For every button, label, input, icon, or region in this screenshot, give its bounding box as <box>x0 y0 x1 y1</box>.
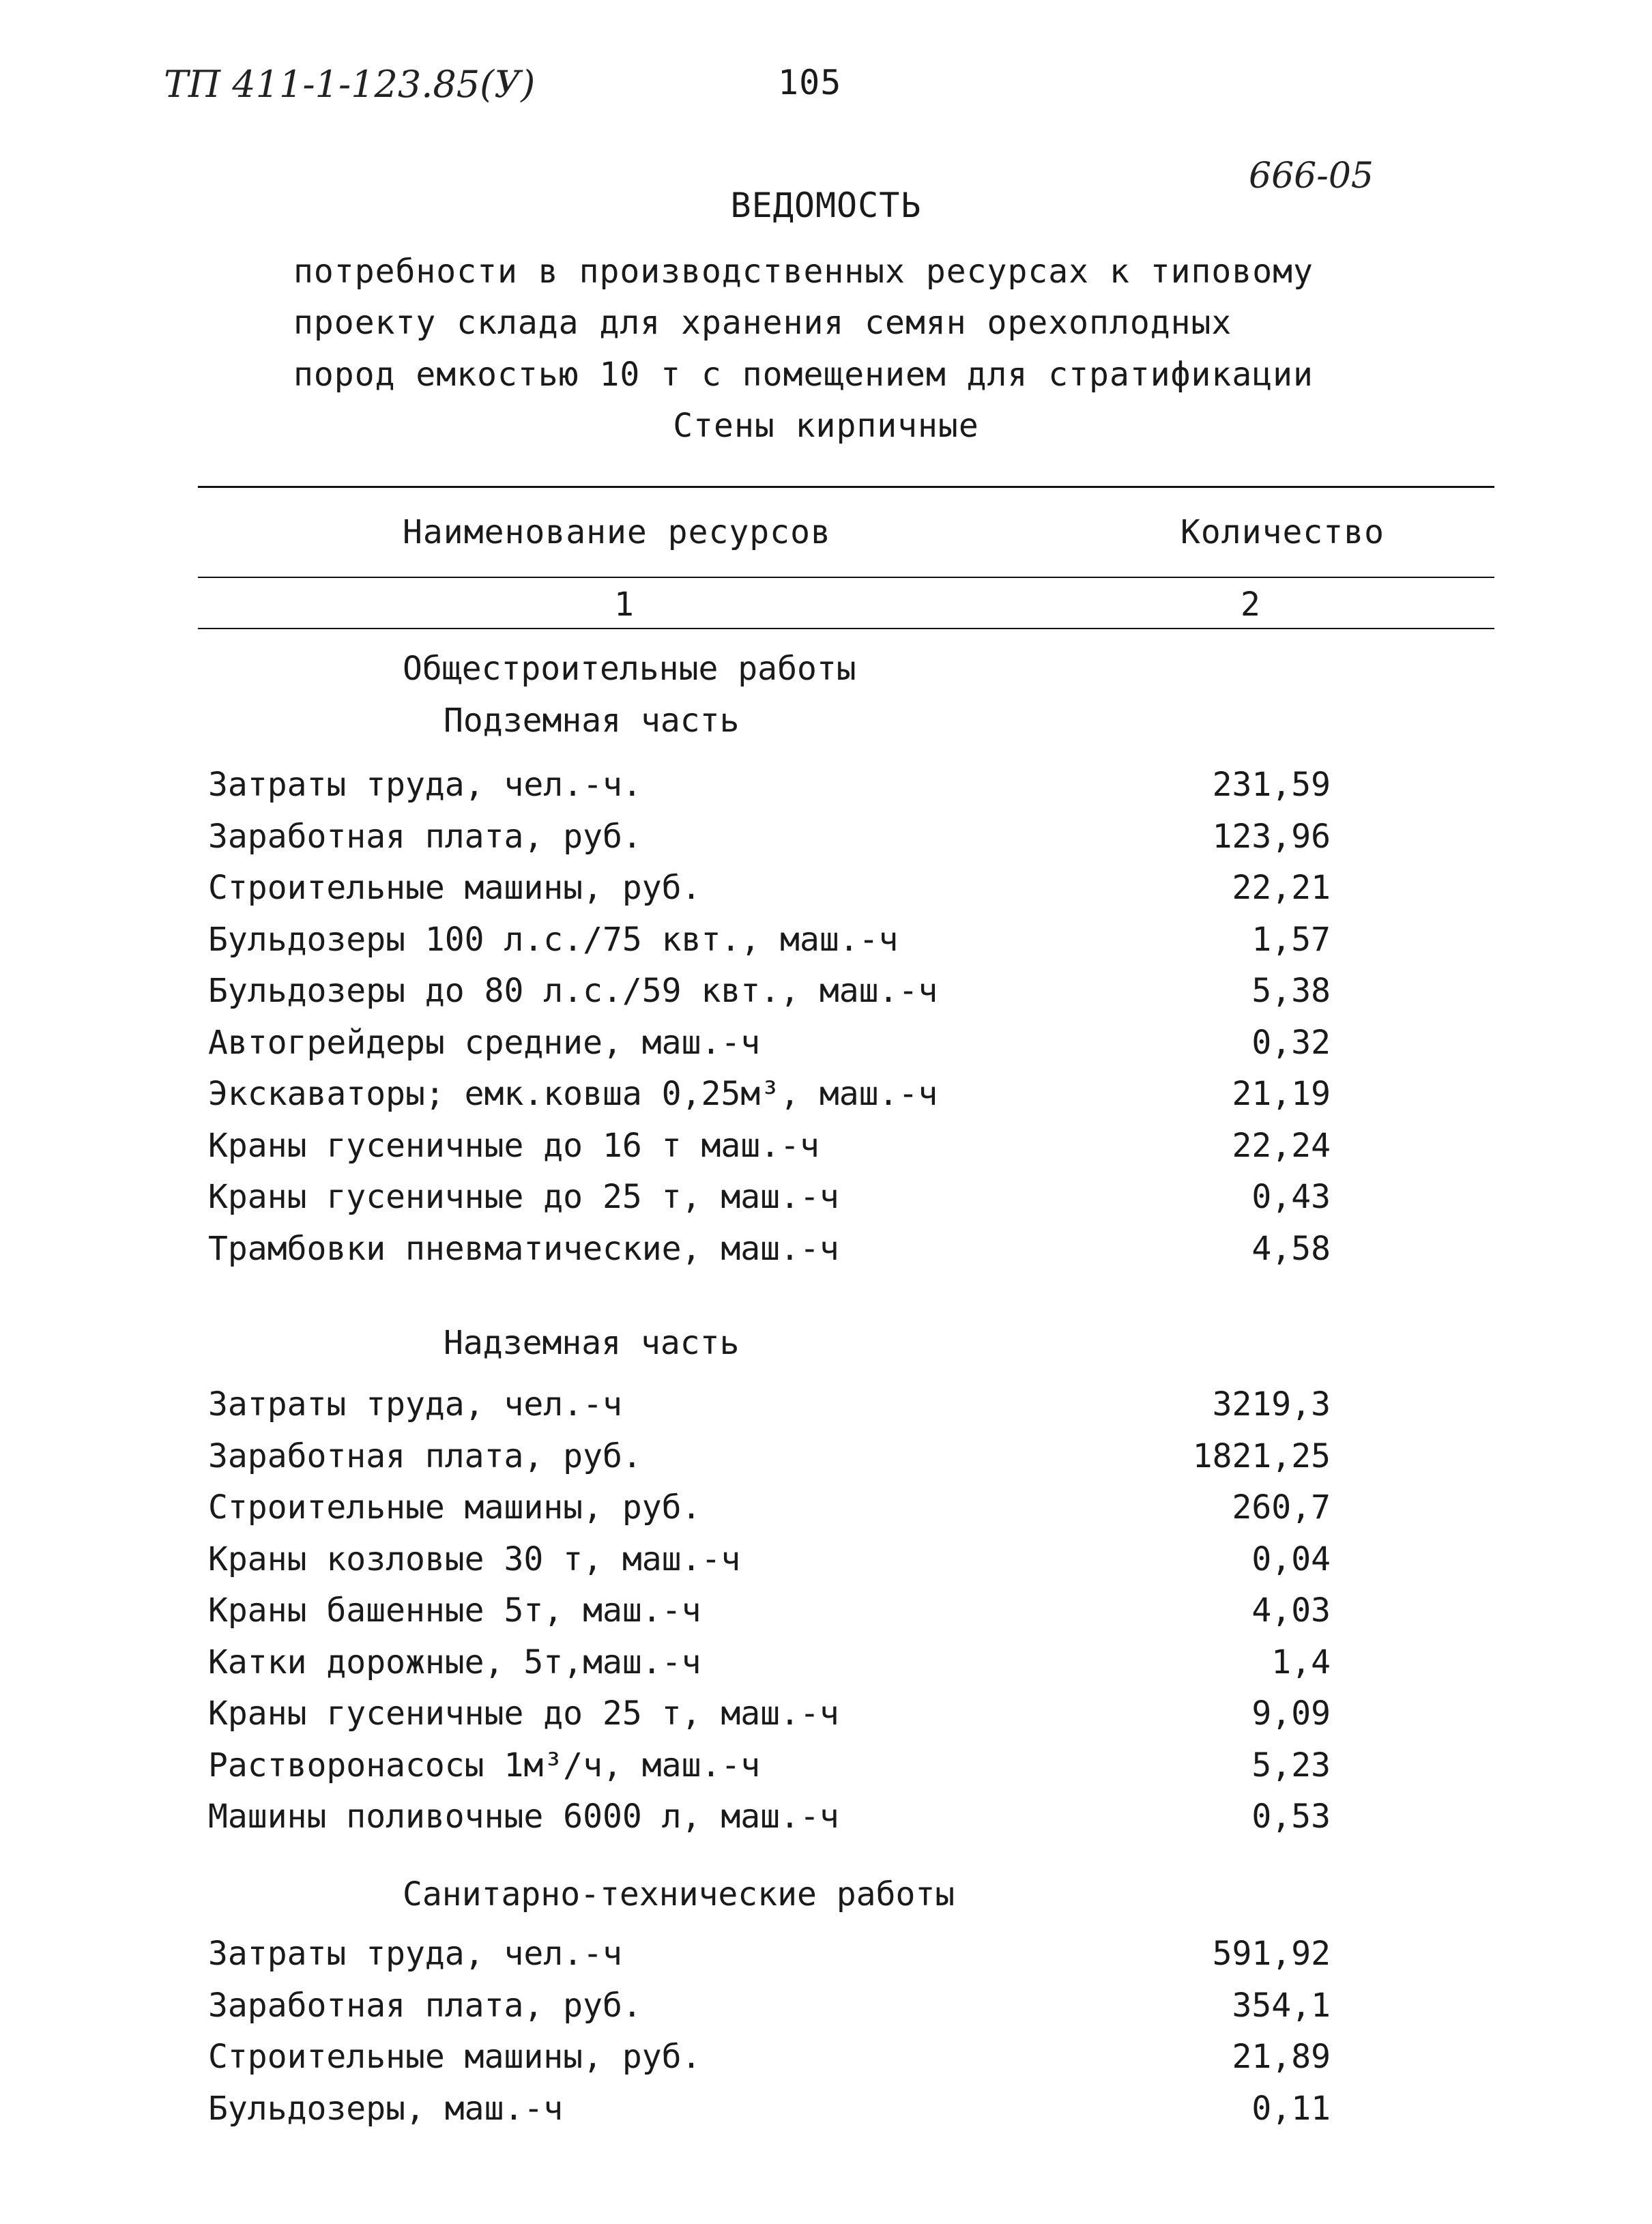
row-name: Строительные машины, руб. <box>208 2038 701 2076</box>
header-rule <box>198 577 1494 578</box>
row-name: Краны гусеничные до 16 т маш.-ч <box>208 1126 820 1165</box>
row-name: Затраты труда, чел.-ч. <box>208 766 642 804</box>
document-code: ТП 411-1-123.85(У) <box>164 63 536 106</box>
section-heading-underground: Подземная часть <box>444 702 740 740</box>
row-name: Краны гусеничные до 25 т, маш.-ч <box>208 1178 839 1216</box>
subtitle-line: потребности в производственных ресурсах к типовому <box>293 252 1314 291</box>
numbering-rule <box>198 628 1494 629</box>
row-value: 0,32 <box>1251 1023 1331 1062</box>
sheet-code: 666-05 <box>1249 156 1374 197</box>
row-name: Автогрейдеры средние, маш.-ч <box>208 1023 761 1062</box>
page-number: 105 <box>778 63 842 102</box>
row-name: Краны козловые 30 т, маш.-ч <box>208 1540 741 1578</box>
row-value: 0,04 <box>1251 1540 1331 1578</box>
row-value: 260,7 <box>1232 1488 1331 1527</box>
column-header-quantity: Количество <box>1180 513 1385 551</box>
row-value: 123,96 <box>1212 817 1331 856</box>
section-heading-general: Общестроительные работы <box>403 650 856 688</box>
row-value: 22,24 <box>1232 1126 1331 1165</box>
row-name: Катки дорожные, 5т,маш.-ч <box>208 1643 701 1681</box>
row-value: 1,57 <box>1251 920 1331 959</box>
row-name: Затраты труда, чел.-ч <box>208 1935 622 1973</box>
row-value: 231,59 <box>1212 766 1331 804</box>
row-name: Машины поливочные 6000 л, маш.-ч <box>208 1797 839 1836</box>
row-name: Затраты труда, чел.-ч <box>208 1385 622 1424</box>
column-header-name: Наименование ресурсов <box>403 513 831 551</box>
row-name: Бульдозеры 100 л.с./75 квт., маш.-ч <box>208 920 899 959</box>
section-heading-aboveground: Надземная часть <box>444 1324 740 1362</box>
section-heading-sanitary: Санитарно-технические работы <box>403 1875 955 1913</box>
row-name: Строительные машины, руб. <box>208 1488 701 1527</box>
row-value: 4,03 <box>1251 1591 1331 1630</box>
row-name: Заработная плата, руб. <box>208 1436 642 1475</box>
row-name: Заработная плата, руб. <box>208 1986 642 2025</box>
row-name: Краны гусеничные до 25 т, маш.-ч <box>208 1694 839 1733</box>
subtitle-line: проекту склада для хранения семян орехоплодных <box>293 304 1232 342</box>
row-value: 354,1 <box>1232 1986 1331 2025</box>
wall-type: Стены кирпичные <box>673 407 979 445</box>
row-value: 21,19 <box>1232 1075 1331 1113</box>
row-name: Строительные машины, руб. <box>208 869 701 907</box>
row-value: 1,4 <box>1271 1643 1331 1681</box>
row-name: Бульдозеры, маш.-ч <box>208 2089 564 2128</box>
row-value: 3219,3 <box>1212 1385 1331 1424</box>
row-name: Экскаваторы; емк.ковша 0,25м³, маш.-ч <box>208 1075 938 1113</box>
row-value: 4,58 <box>1251 1229 1331 1268</box>
row-value: 9,09 <box>1251 1694 1331 1733</box>
row-name: Заработная плата, руб. <box>208 817 642 856</box>
row-name: Трамбовки пневматические, маш.-ч <box>208 1229 839 1268</box>
row-value: 0,11 <box>1251 2089 1331 2128</box>
row-value: 5,23 <box>1251 1746 1331 1785</box>
table-top-rule <box>198 486 1494 488</box>
page-title: ВЕДОМОСТЬ <box>730 186 922 225</box>
row-value: 0,53 <box>1251 1797 1331 1836</box>
row-value: 5,38 <box>1251 972 1331 1010</box>
row-value: 1821,25 <box>1192 1436 1331 1475</box>
row-value: 22,21 <box>1232 869 1331 907</box>
row-value: 0,43 <box>1251 1178 1331 1216</box>
subtitle-line: пород емкостью 10 т с помещением для стратификации <box>293 356 1314 394</box>
row-value: 21,89 <box>1232 2038 1331 2076</box>
row-name: Растворонасосы 1м³/ч, маш.-ч <box>208 1746 761 1785</box>
row-name: Бульдозеры до 80 л.с./59 квт., маш.-ч <box>208 972 938 1010</box>
column-number-1: 1 <box>614 586 635 624</box>
row-value: 591,92 <box>1212 1935 1331 1973</box>
column-number-2: 2 <box>1241 586 1261 624</box>
row-name: Краны башенные 5т, маш.-ч <box>208 1591 701 1630</box>
